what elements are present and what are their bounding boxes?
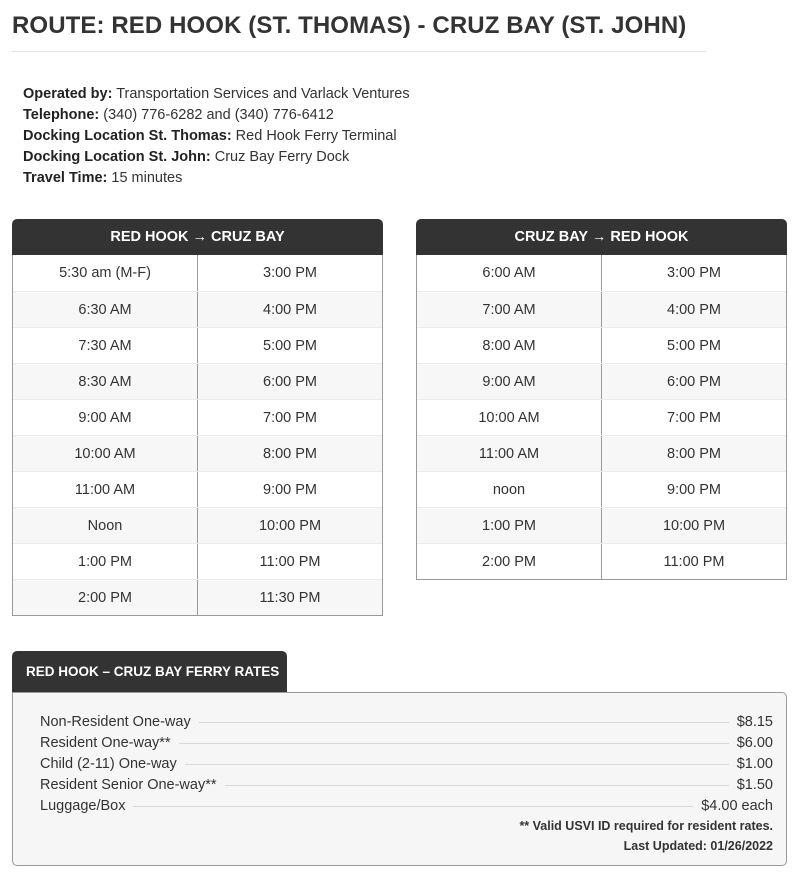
departure-time-am: 6:30 AM — [78, 301, 132, 318]
departure-time-pm: 10:00 PM — [601, 508, 786, 543]
departure-time-am: noon — [492, 481, 526, 498]
rates-heading: RED HOOK – CRUZ BAY FERRY RATES — [12, 651, 287, 693]
dotted-leader — [199, 722, 729, 723]
dock-st-john-line — [23, 147, 410, 168]
operator-label: Operated by: — [23, 86, 113, 102]
departure-time-am: 7:00 AM — [482, 301, 536, 318]
departure-time-am: 2:00 PM — [482, 553, 536, 570]
dotted-leader — [225, 785, 729, 786]
rate-row — [40, 774, 773, 795]
route-info — [23, 84, 410, 189]
departure-time-pm: 5:00 PM — [601, 328, 786, 363]
table-row — [417, 543, 786, 579]
operator-line — [23, 84, 410, 105]
rates-list — [40, 711, 773, 816]
departure-time-pm: 5:00 PM — [197, 328, 382, 363]
departure-time-am: 8:30 AM — [78, 373, 132, 390]
departure-time-am: 5:30 am (M-F) — [59, 265, 151, 281]
departure-time-am: 7:30 AM — [78, 337, 132, 354]
dock-st-thomas-label: Docking Location St. Thomas: — [23, 128, 232, 144]
dotted-leader — [133, 806, 693, 807]
departure-time-am: 9:00 AM — [482, 373, 536, 390]
departure-time-am: Noon — [87, 517, 123, 534]
table-row — [13, 435, 382, 471]
table-row — [13, 291, 382, 327]
rate-row — [40, 753, 773, 774]
rate-price: $1.50 — [736, 776, 773, 793]
table-row — [417, 507, 786, 543]
operator-value: Transportation Services and Varlack Ventures — [112, 86, 410, 102]
departure-time-pm: 6:00 PM — [601, 364, 786, 399]
departure-time-am: 10:00 AM — [74, 445, 136, 462]
last-updated: Last Updated: 01/26/2022 — [623, 839, 773, 853]
departure-time-pm: 10:00 PM — [197, 508, 382, 543]
table-row — [13, 327, 382, 363]
departure-time-am: 2:00 PM — [78, 589, 132, 606]
dock-st-john-label: Docking Location St. John: — [23, 149, 211, 165]
rate-price: $6.00 — [736, 734, 773, 751]
departure-time-pm: 3:00 PM — [601, 255, 786, 291]
dotted-leader — [185, 764, 729, 765]
departure-time-pm: 7:00 PM — [197, 400, 382, 435]
departure-time-pm: 8:00 PM — [197, 436, 382, 471]
schedule-heading: CRUZ BAY → RED HOOK — [416, 219, 787, 255]
rate-label: Resident One-way** — [40, 734, 171, 751]
dock-st-thomas-value: Red Hook Ferry Terminal — [231, 128, 397, 144]
departure-time-pm: 11:30 PM — [197, 580, 382, 615]
schedule-table — [12, 255, 383, 616]
schedule-table — [416, 255, 787, 580]
telephone-value: (340) 776-6282 and (340) 776-6412 — [99, 107, 334, 123]
dock-st-john-value: Cruz Bay Ferry Dock — [210, 149, 350, 165]
departure-time-pm: 7:00 PM — [601, 400, 786, 435]
departure-time-am: 1:00 PM — [78, 553, 132, 570]
rate-price: $4.00 each — [701, 797, 773, 814]
departure-time-pm: 9:00 PM — [197, 472, 382, 507]
table-row — [13, 471, 382, 507]
departure-time-am: 6:00 AM — [482, 265, 536, 281]
rate-label: Luggage/Box — [40, 797, 126, 814]
departure-time-am: 1:00 PM — [482, 517, 536, 534]
departure-time-pm: 8:00 PM — [601, 436, 786, 471]
table-row — [13, 543, 382, 579]
schedule-heading: RED HOOK → CRUZ BAY — [12, 219, 383, 255]
departure-time-am: 11:00 AM — [478, 445, 540, 462]
departure-time-am: 10:00 AM — [478, 409, 540, 426]
rate-row — [40, 795, 773, 816]
travel-time-line — [23, 168, 410, 189]
telephone-label: Telephone: — [23, 107, 100, 123]
resident-id-note: ** Valid USVI ID required for resident rates. — [519, 819, 773, 833]
table-row — [417, 471, 786, 507]
departure-time-am: 8:00 AM — [482, 337, 536, 354]
travel-time-value: 15 minutes — [107, 170, 183, 186]
departure-time-pm: 4:00 PM — [601, 292, 786, 327]
table-row — [417, 255, 786, 291]
travel-time-label: Travel Time: — [23, 170, 108, 186]
table-row — [13, 363, 382, 399]
departure-time-pm: 11:00 PM — [601, 544, 786, 579]
table-row — [13, 399, 382, 435]
departure-time-pm: 6:00 PM — [197, 364, 382, 399]
schedule-red-hook-to-cruz-bay — [12, 219, 383, 616]
dotted-leader — [179, 743, 729, 744]
rates-panel — [12, 692, 787, 866]
table-row — [13, 579, 382, 615]
page-title: ROUTE: RED HOOK (ST. THOMAS) - CRUZ BAY (ST. JOHN) — [12, 12, 706, 52]
departure-time-pm: 11:00 PM — [197, 544, 382, 579]
rate-label: Resident Senior One-way** — [40, 776, 217, 793]
departure-time-pm: 3:00 PM — [197, 255, 382, 291]
dock-st-thomas-line — [23, 126, 410, 147]
table-row — [13, 507, 382, 543]
table-row — [417, 363, 786, 399]
departure-time-pm: 4:00 PM — [197, 292, 382, 327]
table-row — [417, 435, 786, 471]
rate-row — [40, 732, 773, 753]
schedule-cruz-bay-to-red-hook — [416, 219, 787, 580]
rate-price: $1.00 — [736, 755, 773, 772]
departure-time-am: 11:00 AM — [74, 481, 136, 498]
rate-row — [40, 711, 773, 732]
table-row — [13, 255, 382, 291]
rate-label: Child (2-11) One-way — [40, 755, 177, 772]
rate-label: Non-Resident One-way — [40, 713, 191, 730]
table-row — [417, 399, 786, 435]
departure-time-pm: 9:00 PM — [601, 472, 786, 507]
telephone-line — [23, 105, 410, 126]
table-row — [417, 327, 786, 363]
rate-price: $8.15 — [736, 713, 773, 730]
table-row — [417, 291, 786, 327]
departure-time-am: 9:00 AM — [78, 409, 132, 426]
